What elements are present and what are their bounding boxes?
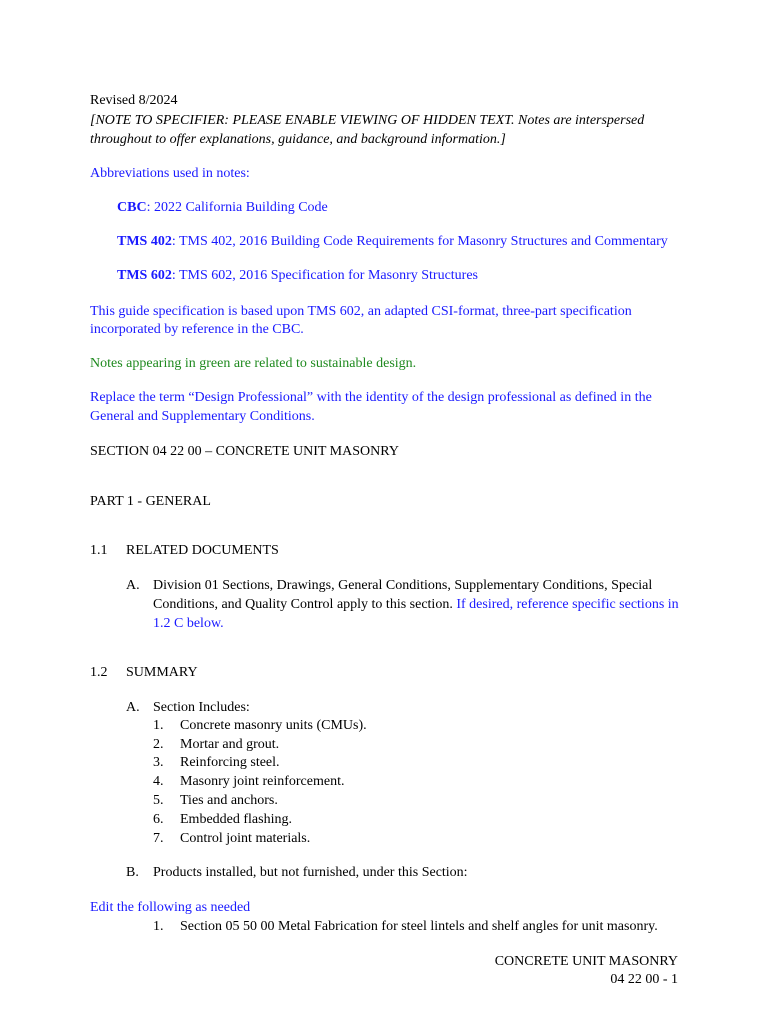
abbrev-cbc bbox=[117, 198, 328, 217]
list-number: 3. bbox=[153, 755, 164, 770]
list-text: Reinforcing steel. bbox=[180, 755, 280, 770]
list-number: 6. bbox=[153, 812, 164, 827]
article-title: SUMMARY bbox=[126, 665, 198, 680]
abbreviations-heading: Abbreviations used in notes: bbox=[90, 166, 250, 181]
abbrev-tms402 bbox=[117, 232, 668, 251]
list-text: Ties and anchors. bbox=[180, 793, 278, 808]
list-number: 2. bbox=[153, 737, 164, 752]
para-1-2-b bbox=[126, 863, 468, 882]
abbrev-tms602 bbox=[117, 266, 478, 285]
list-number: 7. bbox=[153, 831, 164, 846]
article-1-2 bbox=[90, 663, 198, 682]
article-title: RELATED DOCUMENTS bbox=[126, 543, 279, 558]
list-text: Control joint materials. bbox=[180, 831, 311, 846]
list-item bbox=[153, 716, 367, 735]
list-number: 1. bbox=[153, 919, 164, 934]
replace-note-line2: General and Supplementary Conditions. bbox=[90, 409, 315, 424]
para-1-1-a-line1 bbox=[126, 576, 652, 595]
para-text: Conditions, and Quality Control apply to this section. bbox=[153, 597, 457, 612]
list-text: Section 05 50 00 Metal Fabrication for steel lintels and shelf angles for unit masonry. bbox=[180, 919, 658, 934]
list-item bbox=[153, 735, 279, 754]
abbrev-term: CBC bbox=[117, 200, 147, 215]
list-item bbox=[153, 753, 280, 772]
abbrev-term: TMS 402 bbox=[117, 234, 172, 249]
para-text: Section Includes: bbox=[153, 700, 250, 715]
list-text: Concrete masonry units (CMUs). bbox=[180, 718, 367, 733]
list-number: 1. bbox=[153, 718, 164, 733]
para-note: If desired, reference specific sections in bbox=[456, 597, 679, 612]
replace-note-line1: Replace the term “Design Professional” with the identity of the design professional as defined in the bbox=[90, 390, 652, 405]
list-text: Masonry joint reinforcement. bbox=[180, 774, 345, 789]
list-number: 4. bbox=[153, 774, 164, 789]
para-label: B. bbox=[126, 865, 139, 880]
abbrev-desc: : 2022 California Building Code bbox=[146, 200, 328, 215]
revised-date: Revised 8/2024 bbox=[90, 93, 178, 108]
list-item bbox=[153, 772, 344, 791]
sustainable-note: Notes appearing in green are related to sustainable design. bbox=[90, 356, 417, 371]
article-number: 1.1 bbox=[90, 543, 108, 558]
list-item bbox=[153, 791, 278, 810]
abbrev-term: TMS 602 bbox=[117, 268, 172, 283]
list-text: Mortar and grout. bbox=[180, 737, 280, 752]
para-text: Division 01 Sections, Drawings, General Conditions, Supplementary Conditions, Special bbox=[153, 578, 653, 593]
footer-page-number: 04 22 00 - 1 bbox=[610, 972, 678, 987]
page-footer bbox=[495, 953, 678, 989]
specifier-note-line1: [NOTE TO SPECIFIER: PLEASE ENABLE VIEWING OF HIDDEN TEXT. Notes are interspersed bbox=[90, 113, 645, 128]
section-title: SECTION 04 22 00 – CONCRETE UNIT MASONRY bbox=[90, 444, 399, 459]
para-1-2-a bbox=[126, 698, 250, 717]
list-item bbox=[153, 829, 310, 848]
abbrev-desc: : TMS 402, 2016 Building Code Requirements for Masonry Structures and Commentary bbox=[171, 234, 668, 249]
article-1-1 bbox=[90, 541, 279, 560]
specifier-note-line2: throughout to offer explanations, guidance, and background information.] bbox=[90, 132, 506, 147]
article-number: 1.2 bbox=[90, 665, 108, 680]
part-heading: PART 1 - GENERAL bbox=[90, 494, 211, 509]
edit-note: Edit the following as needed bbox=[90, 900, 251, 915]
list-item bbox=[153, 917, 658, 936]
basis-note-line1: This guide specification is based upon TMS 602, an adapted CSI-format, three-part specification bbox=[90, 304, 632, 319]
list-text: Embedded flashing. bbox=[180, 812, 292, 827]
list-number: 5. bbox=[153, 793, 164, 808]
para-label: A. bbox=[126, 700, 140, 715]
para-1-1-a-line3: 1.2 C below. bbox=[153, 616, 224, 631]
abbrev-desc: : TMS 602, 2016 Specification for Masonry Structures bbox=[171, 268, 478, 283]
footer-title: CONCRETE UNIT MASONRY bbox=[494, 954, 678, 969]
list-item bbox=[153, 810, 292, 829]
basis-note-line2: incorporated by reference in the CBC. bbox=[90, 322, 304, 337]
para-1-1-a-line2 bbox=[153, 595, 679, 614]
para-label: A. bbox=[126, 578, 140, 593]
para-text: Products installed, but not furnished, under this Section: bbox=[153, 865, 468, 880]
